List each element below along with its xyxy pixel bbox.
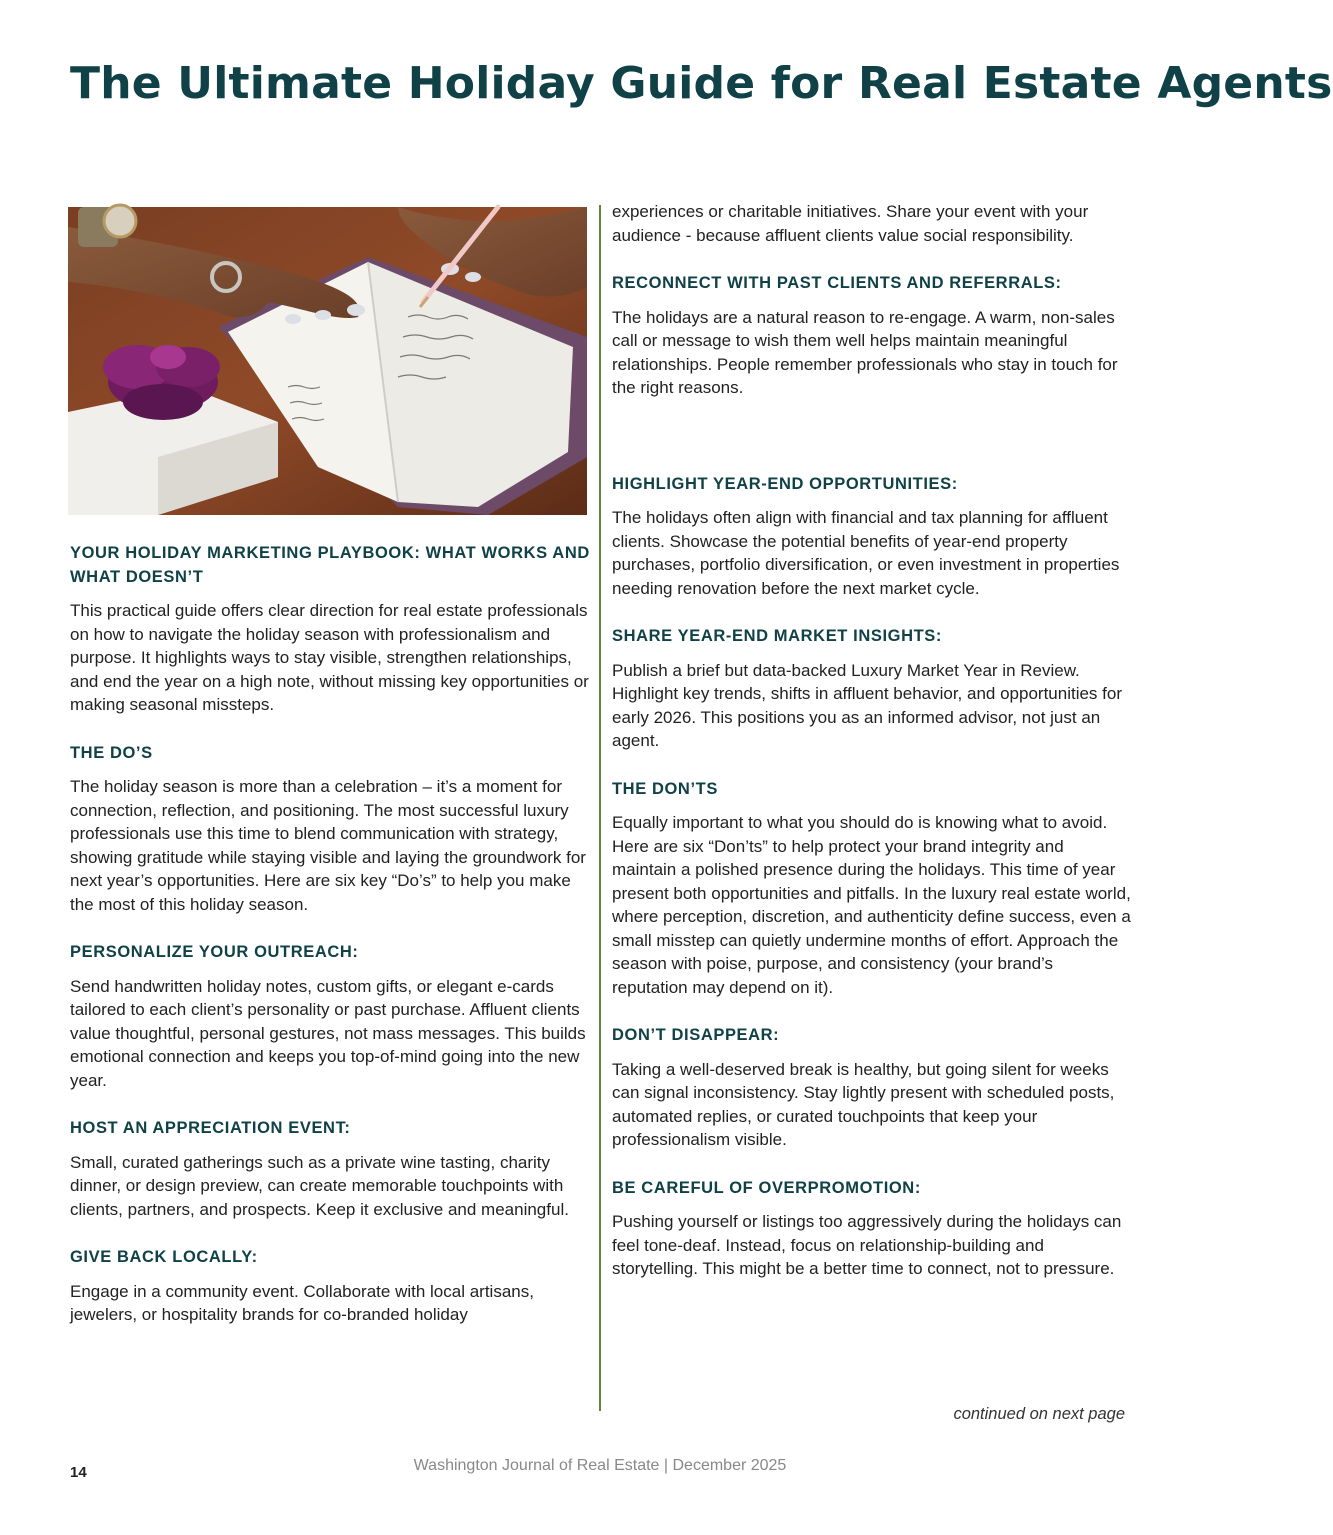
section-body: Engage in a community event. Collaborate with local artisans, jewelers, or hospitality brands for co-branded holiday [70,1281,534,1324]
continued-note: continued on next page [953,1405,1125,1423]
right-column [612,200,1132,1306]
holiday-card-photo [68,207,587,515]
section-body: Equally important to what you should do is knowing what to avoid. Here are six “Don’ts” to help protect your brand integrity and maintain a polished presence during the holidays. This time of year present both opportunities and pitfalls. In the luxury real estate world, where perception, discretion, and authenticity define success, even a small misstep can quietly undermine months of effort. Approach the season with poise, purpose, and consistency (your brand’s reputation may depend on it). [612,813,1131,997]
section-year-end [612,473,1132,601]
section-body: The holiday season is more than a celebration – it’s a moment for connection, reflection, and positioning. The most successful luxury professionals use this time to blend communication with strategy, showing gratitude while staying visible and laying the groundwork for next year’s opportunities. Here are six key “Do’s” to help you make the most of this holiday season. [70,777,586,914]
section-heading: SHARE YEAR-END MARKET INSIGHTS: [612,627,942,645]
section-heading: THE DO’S [70,743,153,762]
section-heading: PERSONALIZE YOUR OUTREACH: [70,943,359,961]
section-body: Taking a well-deserved break is healthy, but going silent for weeks can signal inconsistency. Stay lightly present with scheduled posts, automated replies, or curated touchpoints that keep your professionalism visible. [612,1059,1115,1149]
section-body: The holidays are a natural reason to re-engage. A warm, non-sales call or message to wish them well helps maintain meaningful relationships. People remember professionals who stay in touch for the right reasons. [612,307,1118,397]
section-body: Publish a brief but data-backed Luxury Market Year in Review. Highlight key trends, shifts in affluent behavior, and opportunities for early 2026. This positions you as an informed advisor, not just an agent. [612,660,1122,750]
section-heading: GIVE BACK LOCALLY: [70,1248,258,1266]
section-body: Pushing yourself or listings too aggressively during the holidays can feel tone-deaf. Instead, focus on relationship-building and storytelling. This might be a better time to connect, not to pressure. [612,1212,1122,1278]
section-heading: HOST AN APPRECIATION EVENT: [70,1119,351,1137]
section-heading: HIGHLIGHT YEAR-END OPPORTUNITIES: [612,474,958,493]
section-give-back [70,1246,590,1327]
section-give-back-continued [612,200,1132,247]
section-heading: DON’T DISAPPEAR: [612,1026,780,1044]
section-heading: BE CAREFUL OF OVERPROMOTION: [612,1178,921,1197]
section-dos [70,742,590,917]
section-body: This practical guide offers clear direction for real estate professionals on how to navigate the holiday season with professionalism and purpose. It highlights ways to stay visible, strengthen relationships, and end the year on a high note, without missing key opportunities or making seasonal missteps. [70,601,589,714]
footer: Washington Journal of Real Estate | December 2025 [413,1457,787,1474]
section-insights [612,625,1132,753]
page-title: The Ultimate Holiday Guide for Real Estate Agents [70,58,1333,109]
spacer [612,425,1132,473]
section-personalize [70,941,590,1092]
section-body: Send handwritten holiday notes, custom gifts, or elegant e-cards tailored to each client’s personality or past purchase. Affluent clients value thoughtful, personal gestures, not mass messages. This builds emotional connection and keeps you top-of-mind going into the new year. [70,976,586,1090]
section-body: experiences or charitable initiatives. Share your event with your audience - because affluent clients value social responsibility. [612,202,1089,245]
section-dont-disappear [612,1024,1132,1152]
holiday-card-photo-icon [68,207,587,515]
section-heading: THE DON’TS [612,779,718,798]
section-donts [612,778,1132,1000]
section-host-event [70,1117,590,1221]
section-overpromotion [612,1177,1132,1281]
section-body: The holidays often align with financial and tax planning for affluent clients. Showcase the potential benefits of year-end property purchases, portfolio diversification, or even investment in properties needing renovation before the next market cycle. [612,508,1120,598]
column-divider [599,205,601,1411]
section-heading: RECONNECT WITH PAST CLIENTS AND REFERRALS: [612,274,1062,292]
left-column [70,542,590,1352]
page-number: 14 [70,1464,87,1481]
section-reconnect [612,272,1132,400]
section-playbook [70,542,590,717]
section-heading: YOUR HOLIDAY MARKETING PLAYBOOK: WHAT WORKS AND WHAT DOESN’T [70,544,590,586]
section-body: Small, curated gatherings such as a private wine tasting, charity dinner, or design preview, can create memorable touchpoints with clients, partners, and prospects. Keep it exclusive and meaningful. [70,1152,569,1219]
